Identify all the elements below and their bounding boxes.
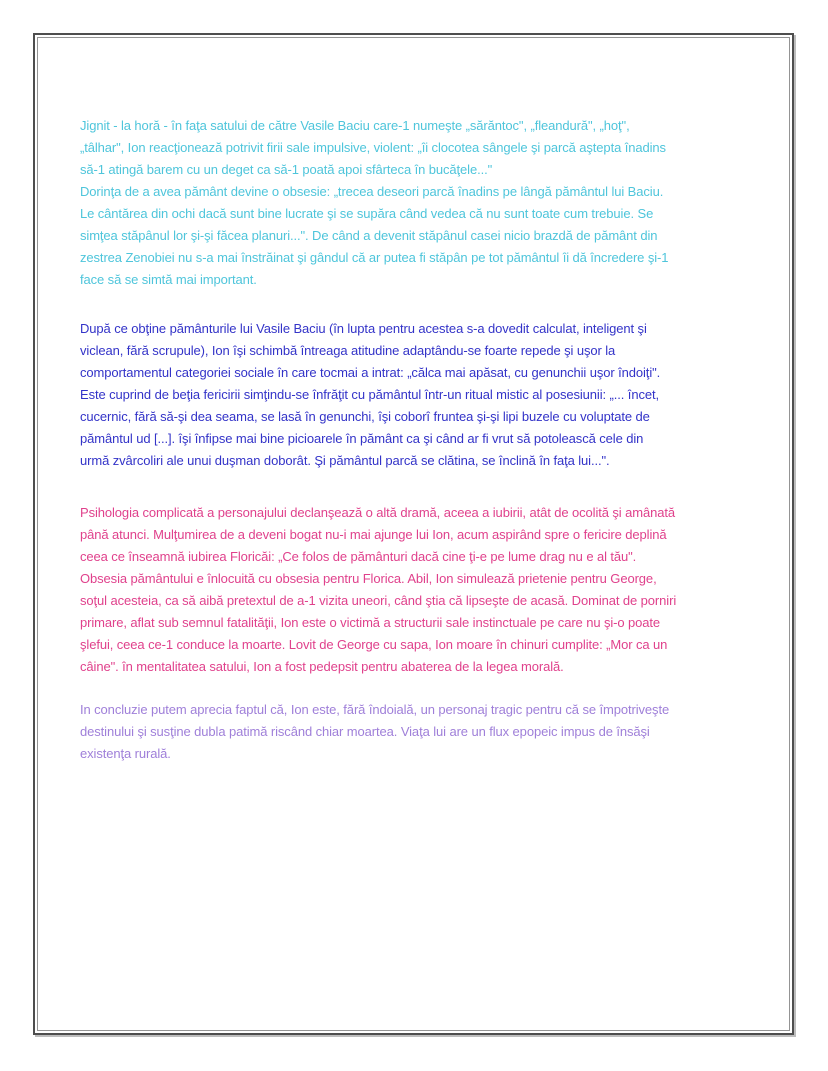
paragraph-concluzie (80, 699, 780, 765)
text-line: ceea ce înseamnă iubirea Floricăi: „Ce folos de pământuri dacă cine ţi-e pe lume drag nu e al tău". (80, 549, 637, 564)
text-line: Obsesia pământului e înlocuită cu obsesia pentru Florica. Abil, Ion simulează prietenie pentru George, (80, 571, 657, 586)
document-text-area (80, 115, 780, 765)
text-line: In concluzie putem aprecia faptul că, Ion este, fără îndoială, un personaj tragic pentru că se împotriveşte (80, 702, 670, 717)
text-line: „tâlhar", Ion reacţionează potrivit firii sale impulsive, violent: „îi clocotea sângele şi parcă aştepta înadins (80, 140, 666, 155)
text-line: zestrea Zenobiei nu s-a mai înstrăinat şi gândul că ar putea fi stăpân pe tot pământul îi dă încredere şi-1 (80, 250, 669, 265)
text-line: urmă zvârcoliri ale unui duşman doborât. Şi pământul parcă se clătina, se înclină în faţa lui...". (80, 453, 610, 468)
text-line: câine". în mentalitatea satului, Ion a fost pedepsit pentru abaterea de la legea morală. (80, 659, 564, 674)
text-line: primare, aflat sub semnul fatalităţii, Ion este o victimă a structurii sale instinctuale pe care nu şi-o poate (80, 615, 661, 630)
text-line: şlefui, ceea ce-1 conduce la moarte. Lovit de George cu sapa, Ion moare în chinuri cumplite: „Mor ca un (80, 637, 668, 652)
text-line: simţea stăpânul lor şi-şi făcea planuri...". De când a devenit stăpânul casei nicio brazdă de pământ din (80, 228, 658, 243)
text-line: destinului şi susţine dubla patimă riscând chiar moartea. Viaţa lui are un flux epopeic impus de însăşi (80, 724, 650, 739)
text-line: comportamentul categoriei sociale în care tocmai a intrat: „călca mai apăsat, cu genunchii uşor îndoiţi". (80, 365, 661, 380)
paragraph-psihologia (80, 502, 780, 678)
text-line: face să se simtă mai important. (80, 272, 257, 287)
text-line: Dorinţa de a avea pământ devine o obsesie: „trecea deseori parcă înadins pe lângă pământul lui Baciu. (80, 184, 664, 199)
text-line: soţul acesteia, ca să aibă pretextul de a-1 vizita uneori, când ştia că lipseşte de acasă. Dominat de porniri (80, 593, 677, 608)
text-line: Psihologia complicată a personajului declanşează o altă dramă, aceea a iubirii, atât de ocolită şi amânată (80, 505, 675, 520)
paragraph-dupa-ce-obtine (80, 318, 780, 472)
text-line: existenţa rurală. (80, 746, 171, 761)
text-line: Le cântărea din ochi dacă sunt bine lucrate şi se supăra când vedea că nu sunt toate cum trebuie. Se (80, 206, 654, 221)
text-line: pământul ud [...]. îşi înfipse mai bine picioarele în pământ ca şi când ar fi vrut să potolească cele din (80, 431, 644, 446)
text-line: cucernic, fără să-şi dea seama, se lasă în genunchi, îşi coborî fruntea şi-şi lipi buzele cu voluptate de (80, 409, 650, 424)
text-line: să-1 atingă barem cu un deget ca să-1 poată apoi sfârteca în bucăţele..." (80, 162, 493, 177)
text-line: Este cuprind de beţia fericirii simţindu-se înfrăţit cu pământul într-un ritual mistic al posesiunii: „... încet, (80, 387, 660, 402)
paragraph-jignit (80, 115, 780, 291)
text-line: Jignit - la horă - în faţa satului de către Vasile Baciu care-1 numeşte „sărăntoc", „fleandură", „hoţ", (80, 118, 630, 133)
text-line: viclean, fără scrupule), Ion îşi schimbă întreaga atitudine adaptându-se foarte repede şi uşor la (80, 343, 616, 358)
text-line: După ce obţine pământurile lui Vasile Baciu (în lupta pentru acestea s-a dovedit calculat, inteligent şi (80, 321, 647, 336)
text-line: până atunci. Mulţumirea de a deveni bogat nu-i mai ajunge lui Ion, acum aspirând spre o fericire deplină (80, 527, 667, 542)
